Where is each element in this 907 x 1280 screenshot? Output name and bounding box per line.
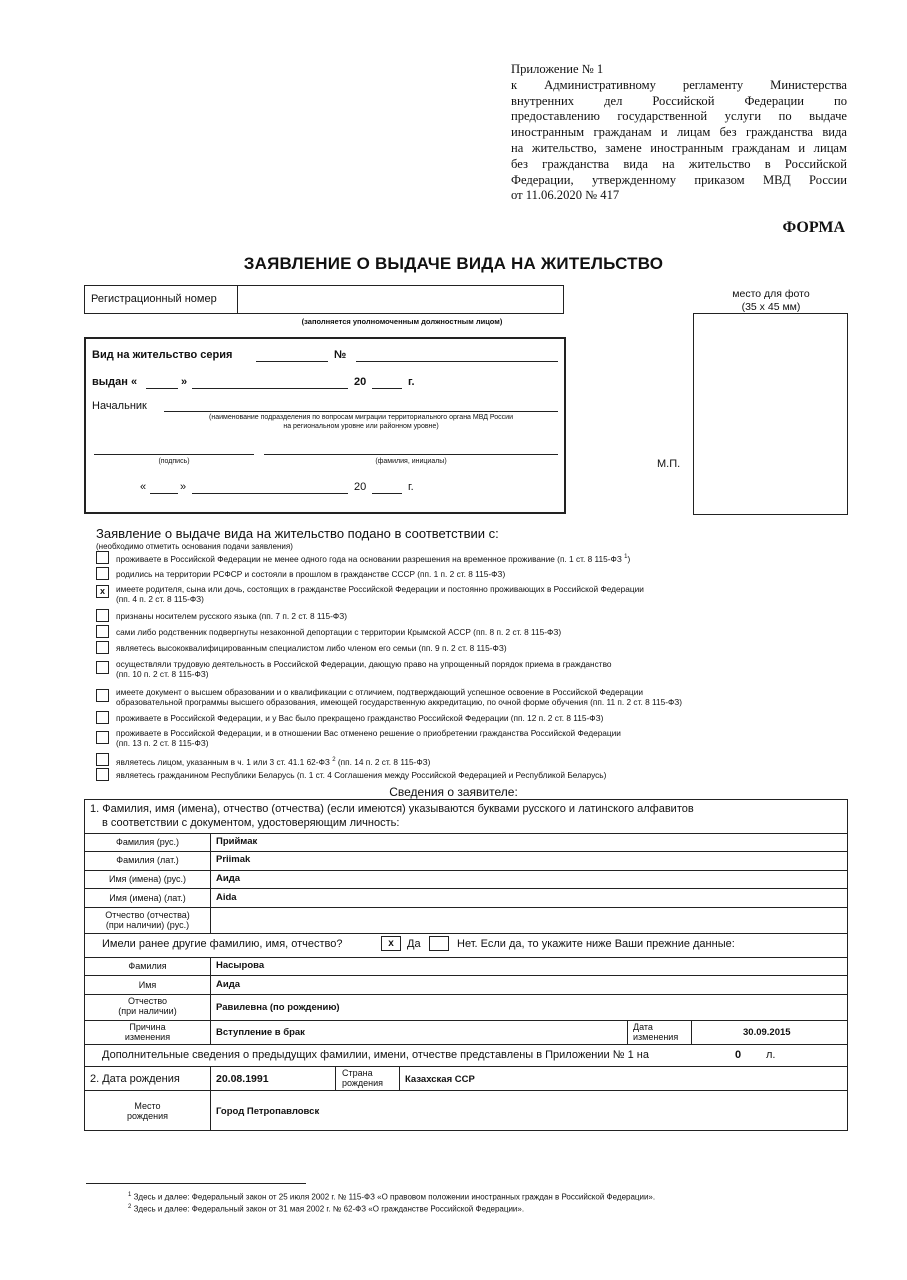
form-label: ФОРМА bbox=[782, 219, 845, 236]
column-divider bbox=[210, 1066, 211, 1130]
permit-chief-field[interactable] bbox=[164, 411, 558, 412]
ground-text: признаны носителем русского языка (пп. 7 п. 2 ст. 8 115-ФЗ) bbox=[116, 611, 347, 621]
permit-issued-year-field[interactable] bbox=[372, 388, 402, 389]
change-reason-label bbox=[85, 1022, 210, 1042]
ground-text-line: (пп. 10 п. 2 ст. 8 115-ФЗ) bbox=[116, 669, 209, 679]
ground-text: являетесь высококвалифицированным специалистом либо членом его семьи (пп. 9 п. 2 ст. 8 115-ФЗ) bbox=[116, 643, 507, 653]
permit-chief-note-line: на региональном уровне или районном уровне) bbox=[283, 423, 439, 430]
change-date-value[interactable]: 30.09.2015 bbox=[743, 1027, 791, 1038]
ground-text bbox=[116, 755, 430, 767]
photo-placeholder bbox=[693, 313, 848, 515]
footnote bbox=[128, 1204, 524, 1214]
permit-chief-note-line: (наименование подразделения по вопросам миграции территориального органа МВД России bbox=[209, 414, 513, 421]
birth-country-value[interactable]: Казахская ССР bbox=[405, 1074, 475, 1085]
birth-country-label-line: рождения bbox=[342, 1078, 384, 1088]
ground-text bbox=[116, 552, 630, 564]
footnote-number: 1 bbox=[128, 1192, 132, 1198]
prev-name-label: Имя bbox=[138, 980, 157, 990]
ground-checkbox[interactable] bbox=[96, 567, 109, 580]
ground-text-tail: (пп. 14 п. 2 ст. 8 115-ФЗ) bbox=[335, 756, 431, 767]
additional-info-text: Дополнительные сведения о предыдущих фамилии, имени, отчестве представлены в Приложении № 1 на bbox=[102, 1049, 649, 1061]
ground-text-main: проживаете в Российской Федерации не менее одного года на основании разрешения на временное проживание (п. 1 ст. 8 115-ФЗ bbox=[116, 553, 622, 564]
permit-box bbox=[84, 337, 566, 514]
ground-text: являетесь гражданином Республики Беларусь (п. 1 ст. 4 Соглашения между Российской Федерацией и Республикой Беларусь) bbox=[116, 770, 607, 780]
permit-series-label: Вид на жительство серия bbox=[92, 349, 233, 361]
column-divider bbox=[335, 1066, 336, 1090]
appendix-line: внутренних дел Российской Федерации по bbox=[511, 93, 847, 108]
appendix-line: на жительство, замене иностранным гражданам и лицам bbox=[511, 140, 847, 155]
ground-text: родились на территории РСФСР и состояли в прошлом в гражданстве СССР (пп. 1 п. 2 ст. 8 115-ФЗ) bbox=[116, 569, 506, 579]
patronymic-label-line: Отчество (отчества) bbox=[105, 910, 190, 920]
registration-number-label: Регистрационный номер bbox=[85, 286, 238, 313]
prev-patronymic-label-line: (при наличии) bbox=[118, 1006, 177, 1016]
appendix-line: Федерации, утвержденному приказом МВД России bbox=[511, 172, 847, 187]
permit-date-open: « bbox=[140, 481, 147, 493]
surname-lat-label: Фамилия (лат.) bbox=[116, 855, 179, 865]
prev-patronymic-label-line: Отчество bbox=[127, 996, 168, 1006]
change-reason-label-line: Причина bbox=[129, 1022, 166, 1032]
stamp-label: М.П. bbox=[657, 458, 681, 470]
permit-year-prefix: 20 bbox=[354, 376, 367, 388]
permit-date-day-field[interactable] bbox=[150, 493, 178, 494]
permit-chief-note bbox=[164, 413, 558, 431]
prev-name-value[interactable]: Аида bbox=[216, 979, 241, 990]
ground-checkbox[interactable] bbox=[96, 661, 109, 674]
change-reason-value[interactable]: Вступление в брак bbox=[216, 1027, 305, 1038]
ground-text bbox=[116, 728, 621, 748]
permit-number-label: № bbox=[334, 349, 347, 361]
permit-year2-suffix: г. bbox=[408, 481, 414, 493]
footnote-rule bbox=[86, 1183, 306, 1184]
birth-place-label bbox=[85, 1101, 210, 1121]
name-rus-label: Имя (имена) (рус.) bbox=[108, 874, 187, 884]
additional-info-unit: л. bbox=[766, 1049, 776, 1061]
change-reason-label-line: изменения bbox=[124, 1032, 171, 1042]
appendix-line: без гражданства вида на жительство в Российской bbox=[511, 156, 847, 171]
row-divider bbox=[85, 1020, 847, 1021]
ground-text-line: (пп. 13 п. 2 ст. 8 115-ФЗ) bbox=[116, 738, 209, 748]
row-divider bbox=[85, 833, 847, 834]
ground-checkbox[interactable] bbox=[96, 625, 109, 638]
permit-series-field[interactable] bbox=[256, 361, 328, 362]
question-1-line: в соответствии с документом, удостоверяющим личность: bbox=[102, 817, 400, 829]
birth-date-label: 2. Дата рождения bbox=[90, 1073, 180, 1085]
surname-rus-label: Фамилия (рус.) bbox=[115, 837, 179, 847]
appendix-line: от 11.06.2020 № 417 bbox=[511, 188, 620, 203]
previous-names-question: Имели ранее другие фамилию, имя, отчество? bbox=[102, 938, 343, 950]
ground-footnote-ref: 2 bbox=[332, 757, 336, 763]
patronymic-label bbox=[85, 910, 210, 930]
previous-names-no-checkbox[interactable] bbox=[429, 936, 449, 951]
document-title: ЗАЯВЛЕНИЕ О ВЫДАЧЕ ВИДА НА ЖИТЕЛЬСТВО bbox=[243, 254, 664, 273]
permit-issued-day-field[interactable] bbox=[146, 388, 178, 389]
permit-name-note: (фамилия, инициалы) bbox=[375, 458, 447, 465]
photo-label-line: (35 х 45 мм) bbox=[741, 301, 801, 313]
name-lat-label: Имя (имена) (лат.) bbox=[109, 893, 186, 903]
photo-label bbox=[692, 288, 850, 314]
permit-signature-field[interactable] bbox=[94, 454, 254, 455]
name-lat-value[interactable]: Aida bbox=[216, 892, 237, 903]
column-divider bbox=[627, 1020, 628, 1044]
ground-text-line: (пп. 4 п. 2 ст. 8 115-ФЗ) bbox=[116, 594, 204, 604]
ground-checkbox[interactable] bbox=[96, 753, 109, 766]
birth-place-value[interactable]: Город Петропавловск bbox=[216, 1106, 320, 1117]
row-divider bbox=[85, 994, 847, 995]
ground-checkbox[interactable] bbox=[96, 609, 109, 622]
applicant-table bbox=[84, 799, 848, 1131]
birth-place-label-line: рождения bbox=[126, 1111, 169, 1121]
appendix-note bbox=[511, 62, 847, 204]
permit-quote-close: » bbox=[181, 376, 188, 388]
grounds-note: (необходимо отметить основания подачи заявления) bbox=[96, 542, 293, 551]
column-divider bbox=[210, 833, 211, 933]
permit-chief-label: Начальник bbox=[92, 400, 147, 412]
previous-names-yes-checkbox[interactable]: x bbox=[381, 936, 401, 951]
column-divider bbox=[399, 1066, 400, 1090]
footnote-number: 2 bbox=[128, 1204, 132, 1210]
ground-text-tail: ) bbox=[627, 553, 631, 564]
ground-text-line: проживаете в Российской Федерации, и в отношении Вас отменено решение о приобретении гражданства Российской Федерации bbox=[116, 728, 621, 738]
ground-text bbox=[116, 659, 612, 679]
surname-rus-value[interactable]: Приймак bbox=[216, 836, 258, 847]
row-divider bbox=[85, 907, 847, 908]
permit-name-field[interactable] bbox=[264, 454, 558, 455]
footnote-text: Здесь и далее: Федеральный закон от 25 июля 2002 г. № 115-ФЗ «О правовом положении иностранных граждан в Российской Федерации». bbox=[133, 1192, 656, 1202]
birth-country-label-line: Страна bbox=[342, 1068, 373, 1078]
appendix-line: к Административному регламенту Министерства bbox=[511, 77, 847, 92]
prev-surname-value[interactable]: Насырова bbox=[216, 960, 265, 971]
registration-note: (заполняется уполномоченным должностным лицом) bbox=[301, 317, 503, 326]
ground-checkbox[interactable] bbox=[96, 768, 109, 781]
ground-text bbox=[116, 584, 644, 604]
footnote-text: Здесь и далее: Федеральный закон от 31 мая 2002 г. № 62-ФЗ «О гражданстве Российской Федерации». bbox=[133, 1204, 525, 1214]
permit-date-year-field[interactable] bbox=[372, 493, 402, 494]
birth-date-value[interactable]: 20.08.1991 bbox=[216, 1073, 269, 1085]
ground-checkbox[interactable] bbox=[96, 641, 109, 654]
permit-signature-note: (подпись) bbox=[158, 458, 190, 465]
ground-checkbox[interactable] bbox=[96, 551, 109, 564]
applicant-section-title: Сведения о заявителе: bbox=[389, 785, 518, 799]
ground-text-line: имеете документ о высшем образовании и о квалификации с отличием, подтверждающий успешное освоение в Российской Федерации bbox=[116, 687, 643, 697]
previous-names-no-label: Нет. Если да, то укажите ниже Ваши прежние данные: bbox=[457, 938, 735, 950]
change-date-label-line: изменения bbox=[633, 1032, 679, 1042]
row-divider bbox=[85, 1090, 847, 1091]
row-divider bbox=[85, 888, 847, 889]
change-date-label bbox=[633, 1022, 678, 1042]
ground-text-line: имеете родителя, сына или дочь, состоящих в гражданстве Российской Федерации и постоянно проживающих в Российской Федерации bbox=[116, 584, 644, 594]
permit-number-field[interactable] bbox=[356, 361, 558, 362]
ground-text-line: осуществляли трудовую деятельность в Российской Федерации, дающую право на упрощенный порядок приема в гражданство bbox=[116, 659, 612, 669]
previous-names-yes-label: Да bbox=[407, 938, 421, 950]
ground-checkbox[interactable]: x bbox=[96, 585, 109, 598]
patronymic-label-line: (при наличии) (рус.) bbox=[105, 920, 190, 930]
prev-patronymic-label bbox=[85, 996, 210, 1016]
ground-checkbox[interactable] bbox=[96, 711, 109, 724]
change-date-label-line: Дата bbox=[633, 1022, 653, 1032]
permit-issued-label: выдан « bbox=[92, 376, 138, 388]
ground-text: проживаете в Российской Федерации, и у Вас было прекращено гражданство Российской Федерации (пп. 12 п. 2 ст. 8 115-ФЗ) bbox=[116, 713, 604, 723]
prev-surname-label: Фамилия bbox=[128, 961, 167, 971]
additional-info-count[interactable]: 0 bbox=[735, 1049, 742, 1061]
ground-text bbox=[116, 687, 682, 707]
question-1-line: 1. Фамилия, имя (имена), отчество (отчества) (если имеются) указываются буквами русского и латинского алфавитов bbox=[90, 803, 694, 815]
birth-place-label-line: Место bbox=[134, 1101, 161, 1111]
row-divider bbox=[85, 1044, 847, 1045]
appendix-line: иностранным гражданам и лицам без гражданства вида bbox=[511, 125, 847, 140]
appendix-line: предоставлению государственной услуги по выдаче bbox=[511, 109, 847, 124]
permit-date-month-field[interactable] bbox=[192, 493, 348, 494]
surname-lat-value[interactable]: Priimak bbox=[216, 854, 251, 865]
row-divider bbox=[85, 1066, 847, 1067]
row-divider bbox=[85, 851, 847, 852]
row-divider bbox=[85, 933, 847, 934]
registration-number-box bbox=[84, 285, 564, 314]
column-divider bbox=[210, 957, 211, 1044]
permit-issued-month-field[interactable] bbox=[192, 388, 348, 389]
ground-text: сами либо родственник подвергнуты незаконной депортации с территории Крымской АССР (пп. 8 п. 2 ст. 8 115-ФЗ) bbox=[116, 627, 562, 637]
footnote bbox=[128, 1192, 655, 1202]
permit-year2-prefix: 20 bbox=[354, 481, 367, 493]
row-divider bbox=[85, 870, 847, 871]
registration-number-field[interactable] bbox=[238, 286, 563, 313]
row-divider bbox=[85, 957, 847, 958]
birth-country-label bbox=[342, 1068, 383, 1088]
photo-label-line: место для фото bbox=[732, 288, 810, 300]
ground-checkbox[interactable] bbox=[96, 731, 109, 744]
ground-text-line: образовательной программы высшего образования, имеющей государственную аккредитацию, по очной форме обучения (пп. 11 п. 2 ст. 8 115-ФЗ) bbox=[116, 697, 683, 707]
ground-checkbox[interactable] bbox=[96, 689, 109, 702]
name-rus-value[interactable]: Аида bbox=[216, 873, 241, 884]
prev-patronymic-value[interactable]: Равилевна (по рождению) bbox=[216, 1002, 340, 1013]
appendix-line: Приложение № 1 bbox=[511, 62, 604, 76]
ground-footnote-ref: 1 bbox=[624, 554, 628, 560]
permit-date-close: » bbox=[180, 481, 187, 493]
column-divider bbox=[691, 1020, 692, 1044]
grounds-title: Заявление о выдаче вида на жительство подано в соответствии с: bbox=[96, 526, 499, 541]
row-divider bbox=[85, 975, 847, 976]
permit-year-suffix: г. bbox=[408, 376, 415, 388]
ground-text-main: являетесь лицом, указанным в ч. 1 или 3 ст. 41.1 62-ФЗ bbox=[116, 756, 330, 767]
